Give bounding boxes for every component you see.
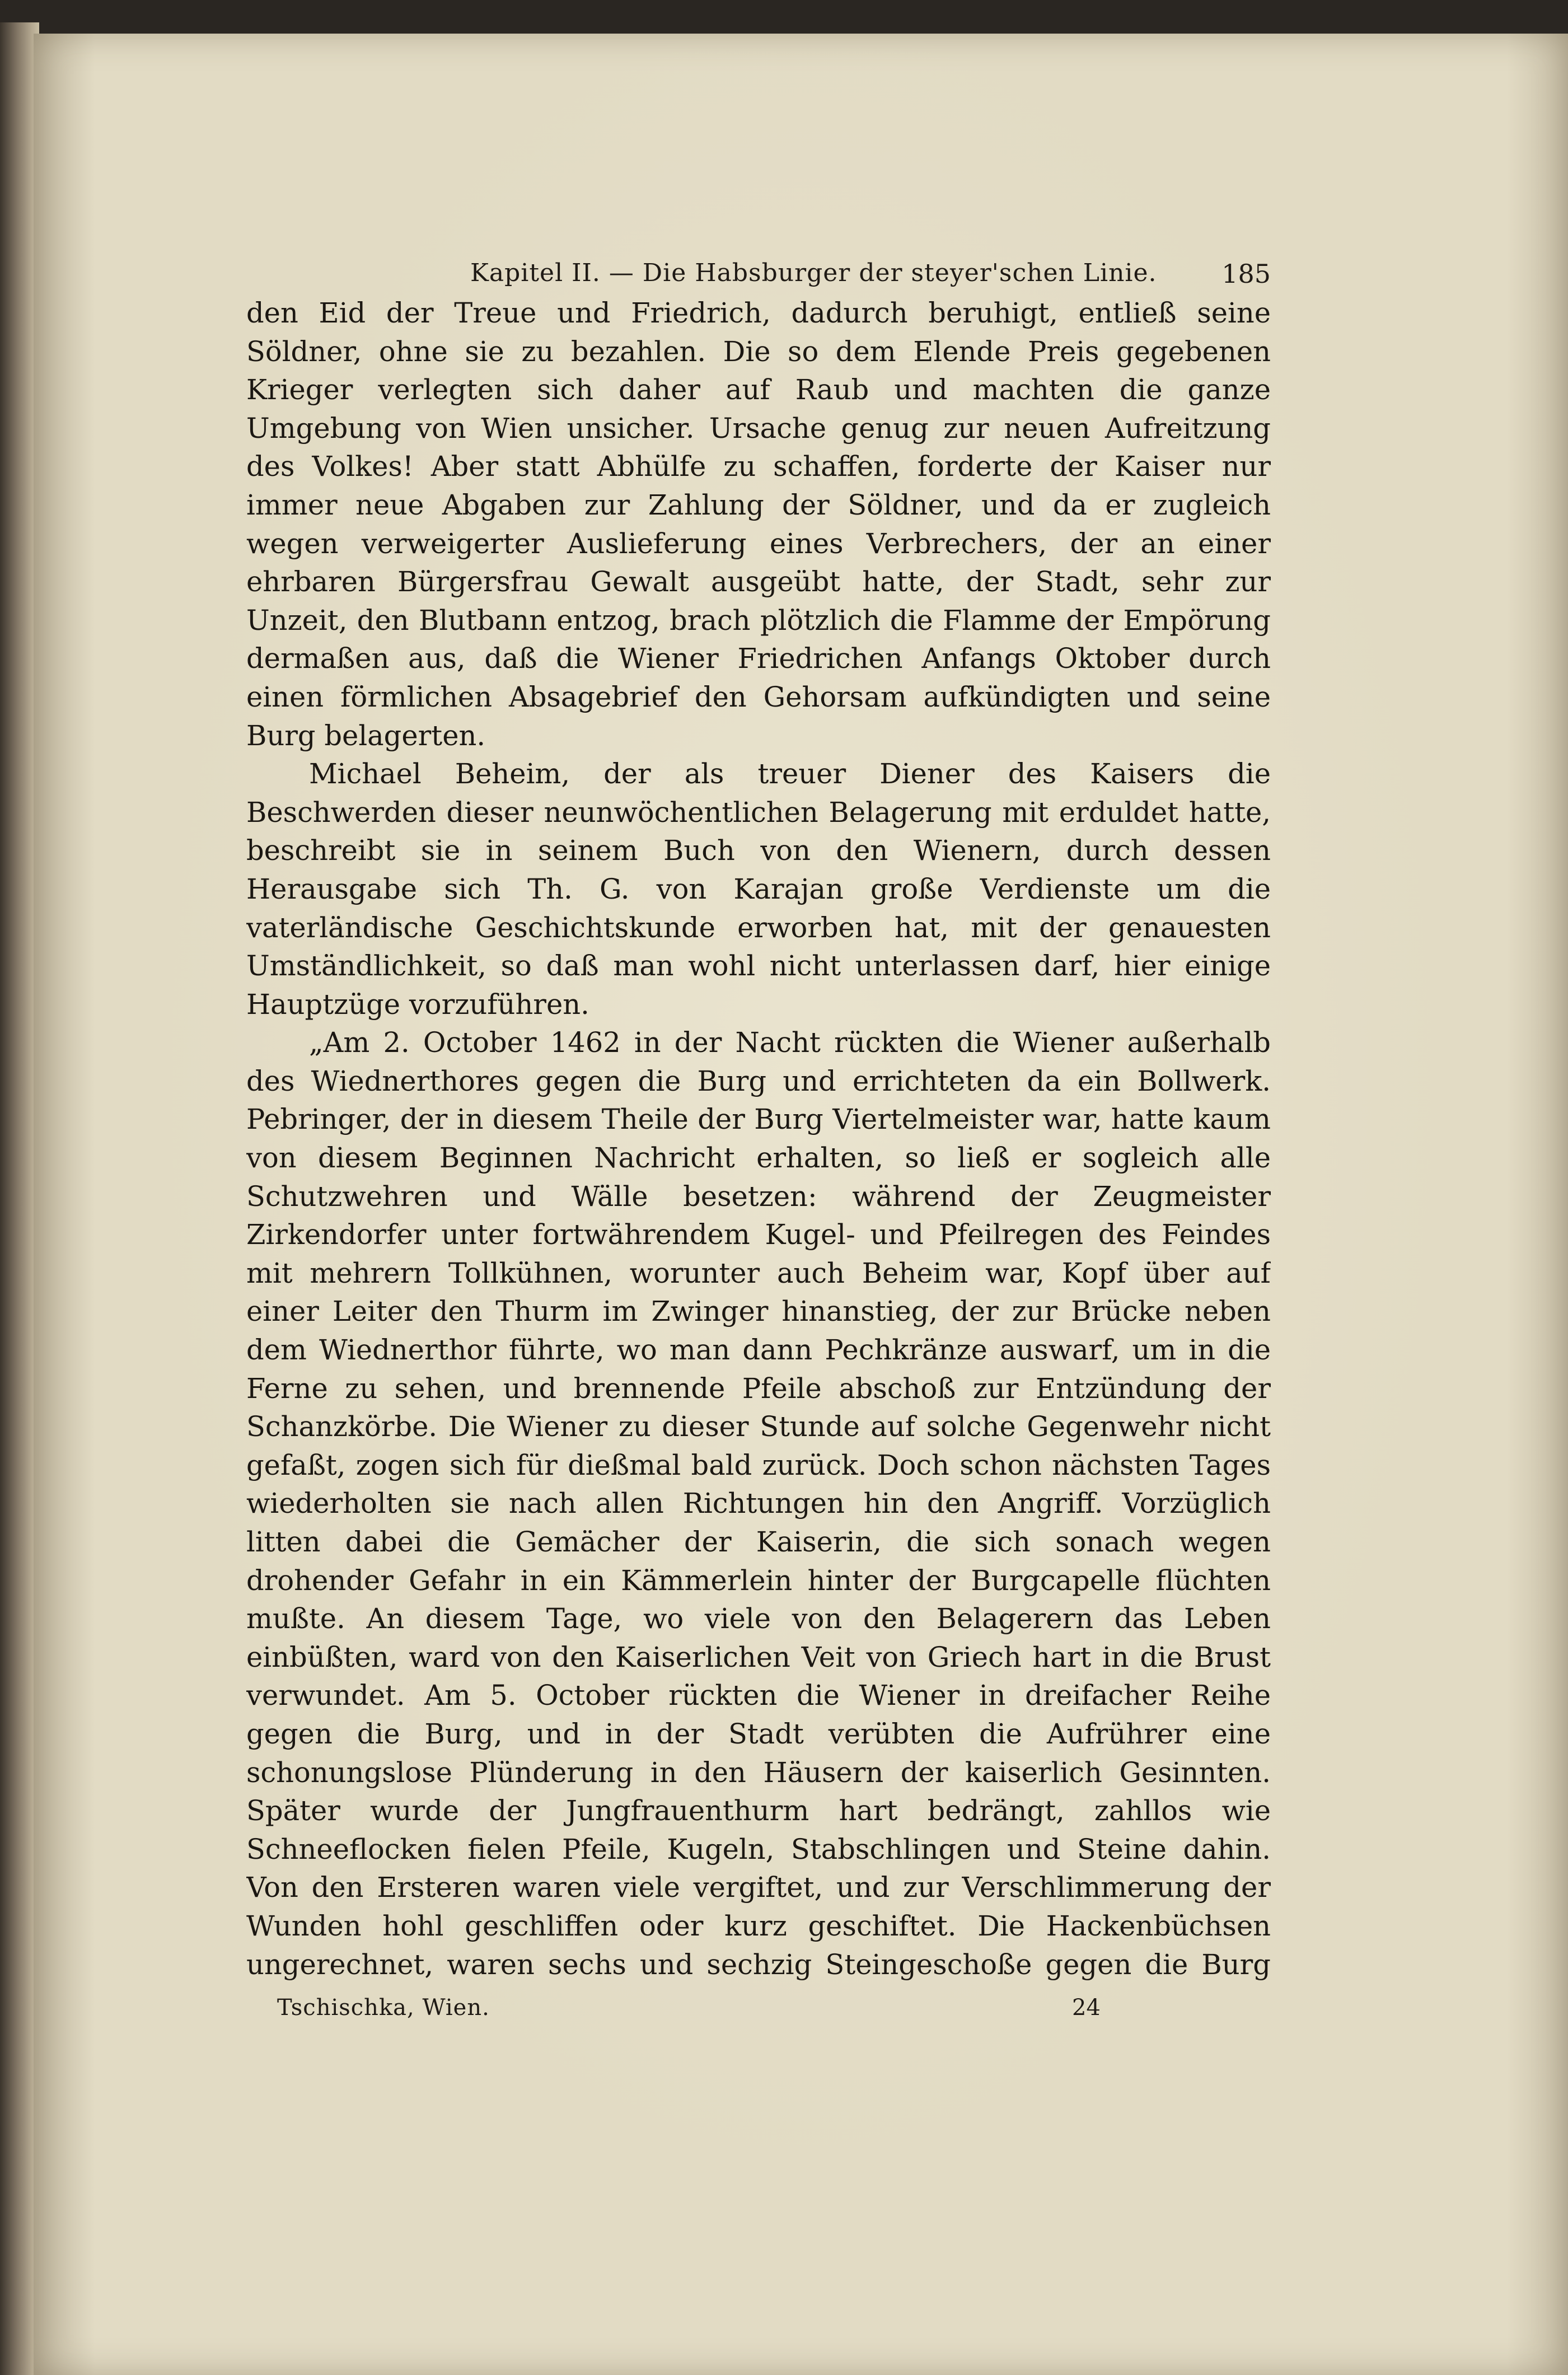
paragraph: den Eid der Treue und Friedrich, dadurch beruhigt, entließ seine Söldner, ohne sie zu bezahlen. Die so dem Elende Preis gegebenen Krieger verlegten sich daher auf Raub und machten die ganze Umgebung von Wien unsicher. Ursache genug zur neuen Aufreitzung des Volkes! Aber statt Abhülfe zu schaffen, forderte der Kaiser nur immer neue Abgaben zur Zahlung der Söldner, und da er zugleich wegen verweigerter Auslieferung eines Verbrechers, der an einer ehrbaren Bürgersfrau Gewalt ausgeübt hatte, der Stadt, sehr zur Unzeit, den Blutbann entzog, brach plötzlich die Flamme der Empörung dermaßen aus, daß die Wiener Friedrichen Anfangs Oktober durch einen förmlichen Absagebrief den Gehorsam aufkündigten und seine Burg belagerten. <box>246 297 1271 752</box>
page-footer <box>277 1995 1173 2028</box>
body-text <box>246 294 1271 1985</box>
running-head: Kapitel II. — Die Habsburger der steyer'schen Linie. <box>470 259 1157 287</box>
printer-signature: Tschischka, Wien. <box>277 1995 490 2021</box>
paragraph: Michael Beheim, der als treuer Diener des Kaisers die Beschwerden dieser neunwöchentlichen Belagerung mit erduldet hatte, beschreibt sie in seinem Buch von den Wienern, durch dessen Herausgabe sich Th. G. von Karajan große Verdienste um die vaterländische Geschichtskunde erworben hat, mit der genauesten Umständlichkeit, so daß man wohl nicht unterlassen darf, hier einige Hauptzüge vorzuführen. <box>246 758 1271 1021</box>
sheet-number: 24 <box>1072 1995 1101 2021</box>
page-number: 185 <box>1221 259 1271 289</box>
paragraph: „Am 2. October 1462 in der Nacht rückten die Wiener außerhalb des Wiednerthores gegen die Burg und errichteten da ein Bollwerk. Pebringer, der in diesem Theile der Burg Viertelmeister war, hatte kaum von diesem Beginnen Nachricht erhalten, so ließ er sogleich alle Schutzwehren und Wälle besetzen: während der Zeugmeister Zirkendorfer unter fortwährendem Kugel- und Pfeilregen des Feindes mit mehrern Tollkühnen, worunter auch Beheim war, Kopf über auf einer Leiter den Thurm im Zwinger hinanstieg, der zur Brücke neben dem Wiednerthor führte, wo man dann Pechkränze auswarf, um in die Ferne zu sehen, und brennende Pfeile abschoß zur Entzündung der Schanzkörbe. Die Wiener zu dieser Stunde auf solche Gegenwehr nicht gefaßt, zogen sich für dießmal bald zurück. Doch schon nächsten Tages wiederholten sie nach allen Richtungen hin den Angriff. Vorzüglich litten dabei die Gemächer der Kaiserin, die sich sonach wegen drohender Gefahr in ein Kämmerlein hinter der Burgcapelle flüchten mußte. An diesem Tage, wo viele von den Belagerern das Leben einbüßten, ward von den Kaiserlichen Veit von Griech hart in die Brust verwundet. Am 5. October rückten die Wiener in dreifacher Reihe gegen die Burg, und in der Stadt verübten die Aufrührer eine schonungslose Plünderung in den Häusern der kaiserlich Gesinnten. Später wurde der Jungfrauenthurm hart bedrängt, zahllos wie Schneeflocken fielen Pfeile, Kugeln, Stabschlingen und Steine dahin. Von den Ersteren waren viele vergiftet, und zur Verschlimmerung der Wunden hohl geschliffen oder kurz geschiftet. Die Hackenbüchsen ungerechnet, waren sechs und sechzig Steingeschoße gegen die Burg <box>246 1026 1271 1981</box>
